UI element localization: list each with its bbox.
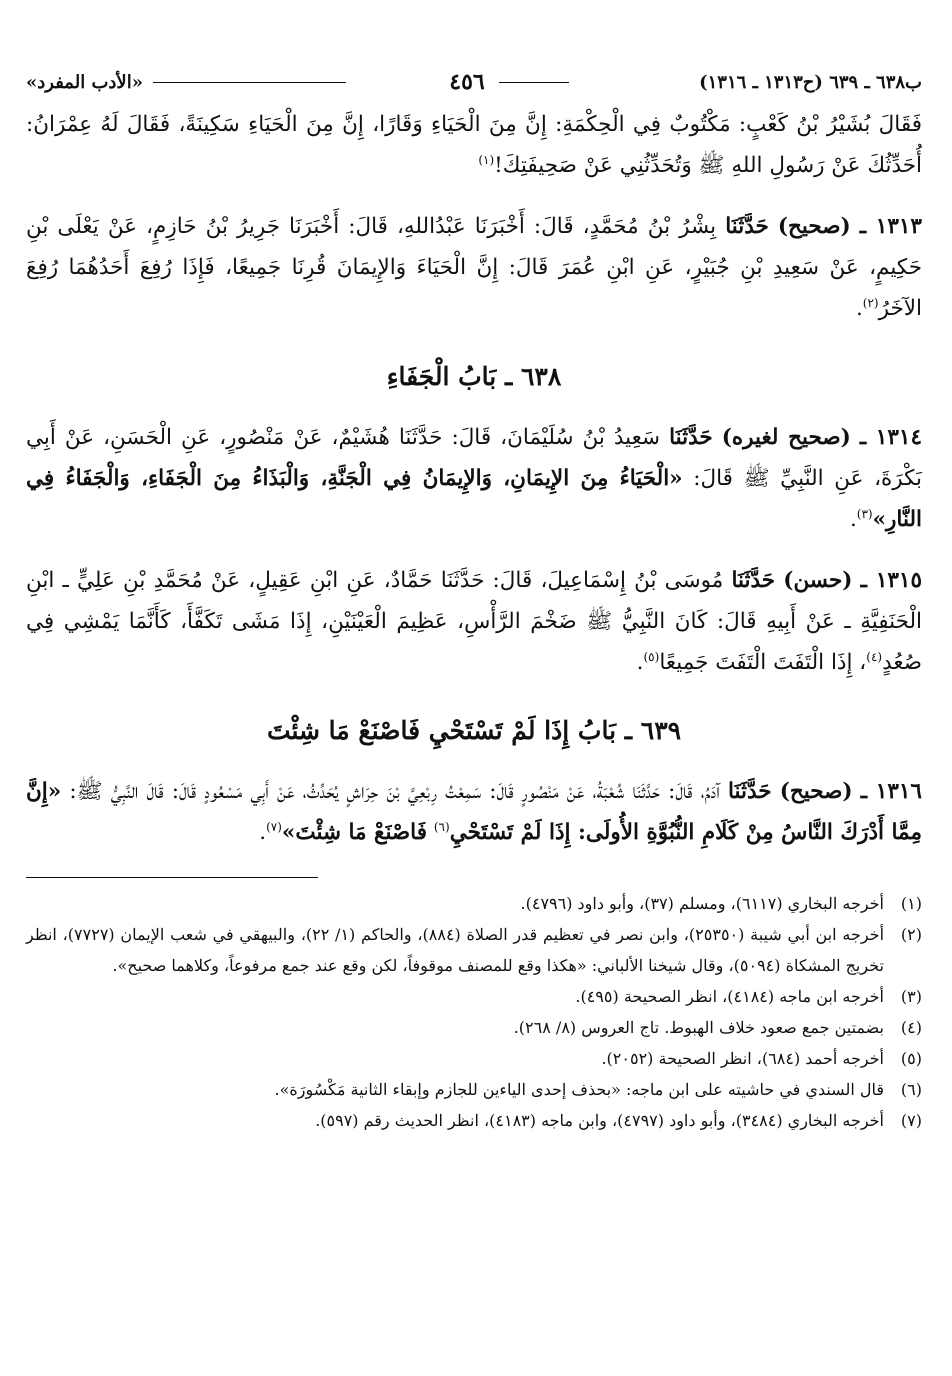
footnote-text: أخرجه البخاري (٣٤٨٤)، وأبو داود (٤٧٩٧)، وابن ماجه (٤١٨٣)، انظر الحديث رقم (٥٩٧). bbox=[315, 1111, 884, 1130]
footnote-ref: (٥) bbox=[643, 649, 660, 664]
hadith-grade: (حسن) bbox=[783, 568, 853, 593]
footnote-ref: (٤) bbox=[866, 649, 883, 664]
hadith-matn: «الْحَيَاءُ مِنَ الإِيمَانِ، وَالإِيمَانُ فِي الْجَنَّةِ، وَالْبَذَاءُ مِنَ الْجَفَاءِ، وَالْجَفَاءُ فِي النَّارِ» bbox=[26, 466, 922, 532]
footnote-item bbox=[26, 1043, 922, 1074]
footnotes bbox=[26, 888, 922, 1136]
hadith-number: ١٣١٦ ـ bbox=[860, 779, 922, 804]
hadith-1315 bbox=[26, 560, 922, 683]
header-range: ب٦٣٨ ـ ٦٣٩ (ح١٣١٣ ـ ١٣١٦) bbox=[699, 71, 922, 93]
hadith-text: بِشْرُ بْنُ مُحَمَّدٍ، قَالَ: أَخْبَرَنَا عَبْدُاللهِ، قَالَ: أَخْبَرَنَا جَرِيرُ بْنُ حَازِمٍ، عَنْ يَعْلَى بْنِ حَكِيمٍ، عَنْ سَعِيدِ بْنِ جُبَيْرٍ، عَنِ ابْنِ عُمَرَ قَالَ: إِنَّ الْحَيَاءَ وَالإِيمَانَ قُرِنَا جَمِيعًا، فَإِذَا رُفِعَ أَحَدُهُمَا رُفِعَ الآخَرُ bbox=[26, 214, 922, 321]
page-header bbox=[26, 62, 922, 102]
footnote-text: أخرجه ابن أبي شيبة (٢٥٣٥٠)، وابن نصر في تعظيم قدر الصلاة (٨٨٤)، والحاكم (١/ ٢٢)، والبيهقي في شعب الإيمان (٧٧٢٧)، انظر تخريج المشكاة (٥٠٩٤)، وقال شيخنا الألباني: «هكذا وقع للمصنف موقوفاً، لكن وقع عند جمع مرفوعاً، وكلاهما صحيح». bbox=[26, 925, 885, 975]
book-title: «الأدب المفرد» bbox=[26, 71, 143, 93]
hadith-text: آدَمُ، قَالَ: حَدَّثَنَا شُعْبَةُ، عَنْ مَنْصُورٍ قَالَ: سَمِعْتُ رِبْعِيَّ بْنَ حِرَاشٍ يُحَدِّثُ، عَنْ أَبِي مَسْعُودٍ قَالَ: قَالَ النَّبِيُّ ﷺ: bbox=[69, 779, 720, 804]
footnote-item bbox=[26, 1012, 922, 1043]
hadith-grade: (صحيح) bbox=[777, 214, 851, 239]
haddathana: حَدَّثَنَا bbox=[669, 425, 713, 450]
footnote-ref: (١) bbox=[478, 152, 495, 167]
footnote-number: (٦) bbox=[900, 1080, 922, 1099]
footnote-number: (٧) bbox=[900, 1111, 922, 1130]
footnote-number: (٥) bbox=[900, 1049, 922, 1068]
hadith-1314 bbox=[26, 417, 922, 540]
haddathana: حَدَّثَنَا bbox=[731, 568, 776, 593]
hadith-end: . bbox=[855, 296, 863, 321]
footnote-item bbox=[26, 919, 922, 981]
header-rule-right bbox=[499, 82, 569, 83]
hadith-end: . bbox=[849, 507, 857, 532]
footnote-item bbox=[26, 1105, 922, 1136]
footnote-text: قال السندي في حاشيته على ابن ماجه: «بحذف إحدى الياءين للجازم وإبقاء الثانية مَكْسُورَة». bbox=[274, 1080, 884, 1099]
hadith-number: ١٣١٣ ـ bbox=[859, 214, 922, 239]
footnote-number: (٤) bbox=[900, 1018, 922, 1037]
footnote-separator-wrap bbox=[26, 853, 922, 888]
hadith-end: . bbox=[636, 650, 644, 675]
hadith-1316 bbox=[26, 771, 922, 853]
footnote-ref: (٦) bbox=[433, 819, 450, 834]
chapter-heading-639: ٦٣٩ ـ بَابُ إِذَا لَمْ تَسْتَحْيِ فَاصْنَعْ مَا شِئْتَ bbox=[266, 716, 682, 745]
footnote-item bbox=[26, 1074, 922, 1105]
hadith-1313 bbox=[26, 206, 922, 329]
hadith-text: سَعِيدُ بْنُ سُلَيْمَانَ، قَالَ: حَدَّثَنَا هُشَيْمٌ، عَنْ مَنْصُورٍ، عَنِ الْحَسَنِ، عَنْ أَبِي بَكْرَةَ، عَنِ النَّبِيِّ ﷺ قَالَ: bbox=[26, 425, 922, 491]
hadith-matn: «إِنَّ مِمَّا أَدْرَكَ النَّاسُ مِنْ كَلَامِ النُّبُوَّةِ الأُولَى: إِذَا لَمْ تَسْتَحْيِ bbox=[26, 779, 922, 845]
footnote-text: أخرجه أحمد (٦٨٤)، انظر الصحيحة (٢٠٥٢). bbox=[601, 1049, 884, 1068]
footnote-number: (٢) bbox=[900, 925, 922, 944]
hadith-text: مُوسَى بْنُ إِسْمَاعِيلَ، قَالَ: حَدَّثَنَا حَمَّادٌ، عَنِ ابْنِ عَقِيلٍ، عَنْ مُحَمَّدِ بْنِ عَلِيٍّ ـ ابْنِ الْحَنَفِيَّةِ ـ عَنْ أَبِيهِ قَالَ: كَانَ النَّبِيُّ ﷺ ضَخْمَ الرَّأْسِ، عَظِيمَ الْعَيْنَيْنِ، إِذَا مَشَى تَكَفَّأَ، كَأَنَّمَا يَمْشِي فِي صُعُدٍ bbox=[26, 568, 922, 675]
chapter-heading-638: ٦٣٨ ـ بَابُ الْجَفَاءِ bbox=[386, 362, 562, 391]
footnote-text: أخرجه البخاري (٦١١٧)، ومسلم (٣٧)، وأبو داود (٤٧٩٦). bbox=[520, 894, 884, 913]
footnote-ref: (٣) bbox=[856, 506, 873, 521]
footnote-ref: (٧) bbox=[266, 819, 282, 834]
hadith-number: ١٣١٤ ـ bbox=[859, 425, 922, 450]
hadith-text-2: ، إِذَا الْتَفَتَ الْتَفَتَ جَمِيعًا bbox=[659, 650, 867, 675]
footnote-number: (١) bbox=[900, 894, 922, 913]
header-book-group bbox=[26, 72, 346, 93]
haddathana: حَدَّثَنَا bbox=[727, 779, 772, 804]
hadith-grade: (صحيح) bbox=[779, 779, 853, 804]
page-number: ٤٥٦ bbox=[449, 69, 485, 95]
hadith-number: ١٣١٥ ـ bbox=[860, 568, 923, 593]
header-rule-left bbox=[153, 82, 346, 83]
footnote-text: أخرجه ابن ماجه (٤١٨٤)، انظر الصحيحة (٤٩٥). bbox=[575, 987, 884, 1006]
footnote-separator bbox=[26, 877, 318, 878]
footnote-ref: (٢) bbox=[862, 295, 879, 310]
header-page-number-group bbox=[346, 69, 672, 95]
footnote-item bbox=[26, 981, 922, 1012]
footnote-text: بضمتين جمع صعود خلاف الهبوط. تاج العروس (٨/ ٢٦٨). bbox=[513, 1018, 884, 1037]
hadith-end: . bbox=[259, 820, 267, 845]
footnote-item bbox=[26, 888, 922, 919]
book-page bbox=[26, 62, 922, 1136]
continuation-line-2: فَقَالَ لَهُ عِمْرَانُ: أُحَدِّثُكَ عَنْ رَسُولِ اللهِ ﷺ وَتُحَدِّثُنِي عَنْ صَحِيفَتِكَ! bbox=[26, 112, 922, 178]
paragraph-continuation bbox=[26, 104, 922, 186]
hadith-grade: (صحيح لغيره) bbox=[721, 425, 851, 450]
footnote-number: (٣) bbox=[900, 987, 922, 1006]
haddathana: حَدَّثَنَا bbox=[725, 214, 769, 239]
hadith-matn-2: فَاصْنَعْ مَا شِئْتَ» bbox=[281, 820, 428, 845]
continuation-line-1: فَقَالَ بُشَيْرُ بْنُ كَعْبٍ: مَكْتُوبٌ فِي الْحِكْمَةِ: إِنَّ مِنَ الْحَيَاءِ وَقَارًا، إِنَّ مِنَ الْحَيَاءِ سَكِينَةً، bbox=[178, 112, 922, 137]
